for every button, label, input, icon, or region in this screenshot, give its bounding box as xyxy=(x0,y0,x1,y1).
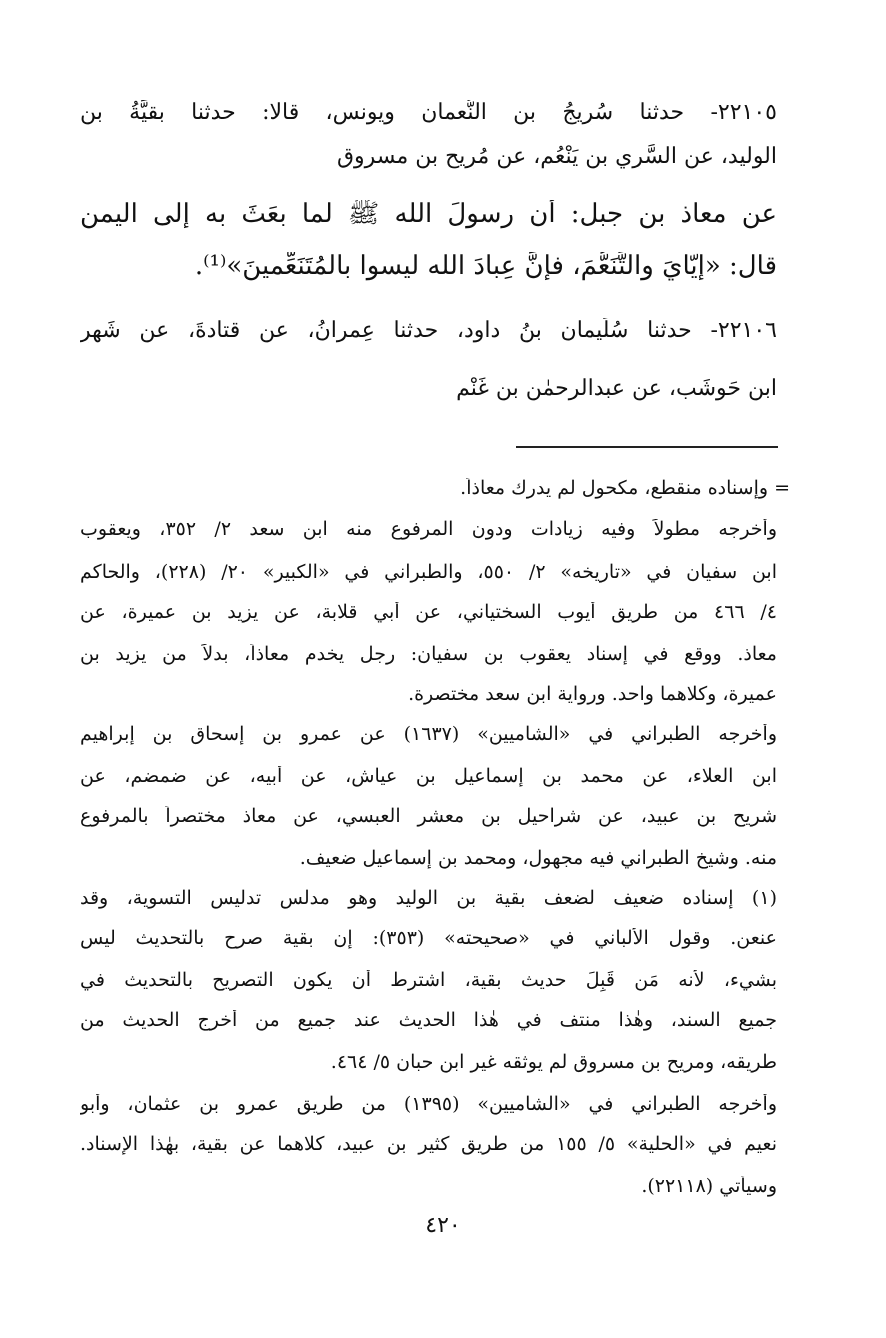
page-number: ٤٢٠ xyxy=(425,1213,461,1238)
hadith-22105-line-1: ٢٢١٠٥- حدثنا سُرِيجُ بن النُّعمان ويونس، قالا: حدثنا بقيَّةُ بن xyxy=(80,100,777,125)
footnote-separator xyxy=(516,446,778,448)
matn-line-2: قال: «إيّايَ والتَّنَعُّمَ، فإنَّ عِبادَ الله ليسوا بالمُتَنَعِّمينَ»⁽¹⁾. xyxy=(194,252,777,281)
footnote-line: ابن العلاء، عن محمد بن إسماعيل بن عياش، عن أبيه، عن ضمضم، عن xyxy=(80,766,777,787)
footnote-line: ابن سفيان في «تاريخه» ٢/ ٥٥٠، والطبراني في «الكبير» ٢٠/ (٢٢٨)، والحاكم xyxy=(80,562,777,583)
hadith-22106-line-1: ٢٢١٠٦- حدثنا سُلَيمان بنُ داود، حدثنا عِمرانُ، عن قتادةَ، عن شَهرِ xyxy=(80,318,777,343)
footnote-line: معاذ. ووقع في إسناد يعقوب بن سفيان: رجل يخدم معاذاً، بدلاً من يزيد بن xyxy=(80,644,777,665)
footnote-line: وأخرجه الطبراني في «الشاميين» (١٦٣٧) عن عمرو بن إسحاق بن إبراهيم xyxy=(80,724,777,745)
footnote-line: وأخرجه الطبراني في «الشاميين» (١٣٩٥) من طريق عمرو بن عثمان، وأبو xyxy=(80,1094,777,1115)
footnote-line: طريقه، ومريح بن مسروق لم يوثقه غير ابن حبان ٥/ ٤٦٤. xyxy=(330,1052,777,1073)
footnote-line: وأخرجه مطولاً وفيه زيادات ودون المرفوع منه ابن سعد ٢/ ٣٥٢، ويعقوب xyxy=(80,519,777,540)
matn-line-1: عن معاذ بن جبل: أن رسولَ الله ﷺ لما بعَثَ به إلى اليمنِ xyxy=(80,200,777,229)
footnote-line: (١) إسناده ضعيف لضعف بقية بن الوليد وهو مدلس تدليس التسوية، وقد xyxy=(80,888,777,909)
footnote-line: جميع السند، وهٰذا منتف في هٰذا الحديث عند جميع من أخرج الحديث من xyxy=(80,1010,777,1031)
footnote-line: = وإسناده منقطع، مكحول لم يدرك معاذاً. xyxy=(460,478,790,499)
footnote-line: نعيم في «الحلية» ٥/ ١٥٥ من طريق كثير بن عبيد، كلاهما عن بقية، بهٰذا الإسناد. xyxy=(80,1134,777,1155)
footnote-line: بشيء، لأنه مَن قَبِلَ حديث بقية، اشترط أن يكون التصريح بالتحديث في xyxy=(80,970,777,991)
footnote-line: منه. وشيخ الطبراني فيه مجهول، ومحمد بن إسماعيل ضعيف. xyxy=(299,848,777,869)
footnote-line: عنعن. وقول الألباني في «صحيحته» (٣٥٣): إن بقية صرح بالتحديث ليس xyxy=(80,928,777,949)
hadith-22106-line-2: ابن حَوشَب، عن عبدالرحمٰن بن غَنْم xyxy=(456,376,777,401)
footnote-line: وسيأتي (٢٢١١٨). xyxy=(641,1176,777,1197)
footnote-line: ٤/ ٤٦٦ من طريق أيوب السختياني، عن أبي قلابة، عن يزيد بن عميرة، عن xyxy=(80,602,777,623)
footnote-line: عميرة، وكلاهما واحد. ورواية ابن سعد مختصرة. xyxy=(408,684,777,705)
hadith-22105-line-2: الوليد، عن السَّرِي بن يَنْعُم، عن مُرِيح بن مسروق xyxy=(336,144,777,169)
footnote-line: شريح بن عبيد، عن شراحيل بن معشر العبسي، عن معاذ مختصراً بالمرفوع xyxy=(80,806,777,827)
